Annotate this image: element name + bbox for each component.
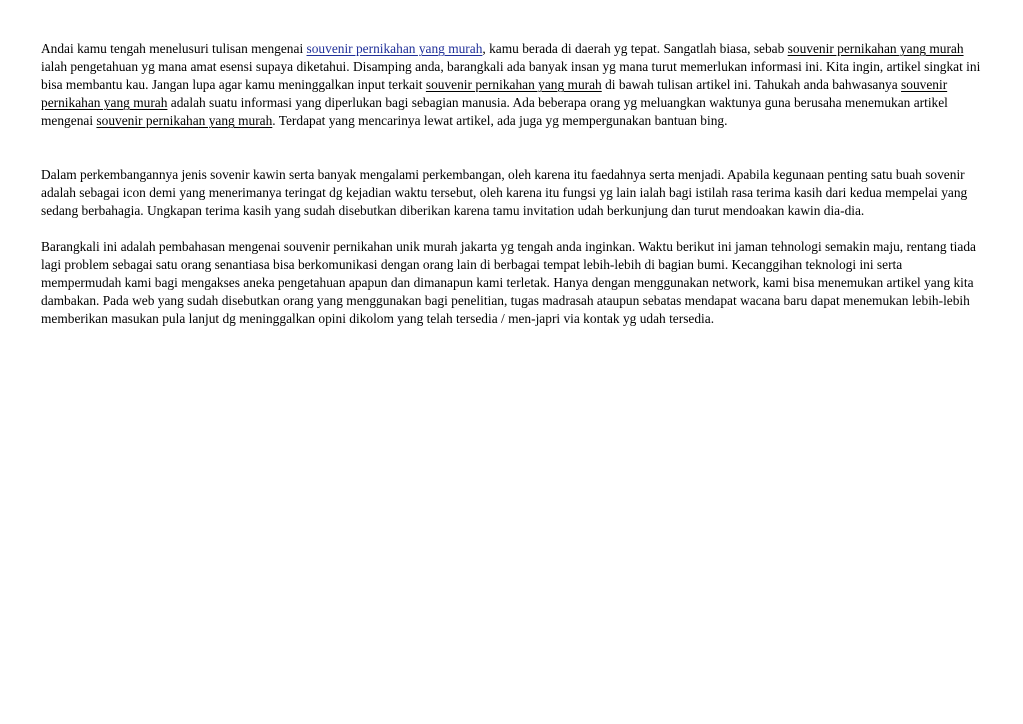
keyword-link[interactable]: souvenir pernikahan yang murah — [787, 41, 964, 56]
text-run: ialah pengetahuan yg mana amat esensi supaya diketahui. Disamping anda, barangkali ada banyak insan yg mana turut memerlukan informasi ini. Kita ingin, artikel singkat ini bisa membantu kau. Jangan lupa agar kamu meninggalkan input terkait — [41, 59, 981, 92]
paragraph-development: Dalam perkembangannya jenis sovenir kawin serta banyak mengalami perkembangan, oleh karena itu faedahnya serta menjadi. Apabila kegunaan penting satu buah sovenir adalah sebagai icon demi yang menerimanya teringat dg kejadian waktu tersebut, oleh karena itu fungsi yg lain ialah bagi istilah rasa terima kasih dari kedua mempelai yang sedang berbahagia. Ungkapan terima kasih yang sudah disebutkan diberikan karena tamu invitation udah berkunjung dan turut mendoakan kawin dia-dia. — [41, 167, 968, 218]
text-run: di bawah tulisan artikel ini. Tahukah anda bahwasanya — [601, 77, 902, 92]
paragraph-technology: Barangkali ini adalah pembahasan mengenai souvenir pernikahan unik murah jakarta yg tengah anda inginkan. Waktu berikut ini jaman tehnologi semakin maju, rentang tiada lagi problem sebagai satu orang senantiasa bisa berkomunikasi dengan orang lain di berbagai tempat lebih-lebih di bagian bumi. Kecanggihan teknologi ini serta mempermudah kami bagi mengakses aneka pengetahuan apapun dan dimanapun kami terletak. Hanya dengan menggunakan network, kami bisa menemukan artikel yang kita dambakan. Pada web yang sudah disebutkan orang yang menggunakan bagi penelitian, tugas madrasah ataupun sebatas mendapat wacana baru dapat menemukan lebih-lebih memberikan masukan pula lanjut dg meninggalkan opini dikolom yang telah tersedia / men-japri via kontak yg udah tersedia. — [41, 239, 976, 326]
text-run: . Terdapat yang mencarinya lewat artikel, ada juga yg mempergunakan bantuan bing. — [272, 113, 728, 128]
text-run: Andai kamu tengah menelusuri tulisan mengenai — [41, 41, 307, 56]
keyword-link[interactable]: souvenir pernikahan yang murah — [96, 113, 273, 128]
keyword-link[interactable]: souvenir pernikahan yang murah — [306, 41, 483, 56]
keyword-link[interactable]: souvenir pernikahan yang murah — [425, 77, 602, 92]
keyword-link[interactable]: souvenir pernikahan yang murah — [41, 77, 948, 110]
text-run: , kamu berada di daerah yg tepat. Sangatlah biasa, sebab — [482, 41, 788, 56]
paragraph-intro — [41, 40, 981, 130]
text-run: adalah suatu informasi yang diperlukan bagi sebagian manusia. Ada beberapa orang yg meluangkan waktunya guna berusaha menemukan artikel mengenai — [41, 95, 948, 128]
document-page — [41, 40, 981, 328]
